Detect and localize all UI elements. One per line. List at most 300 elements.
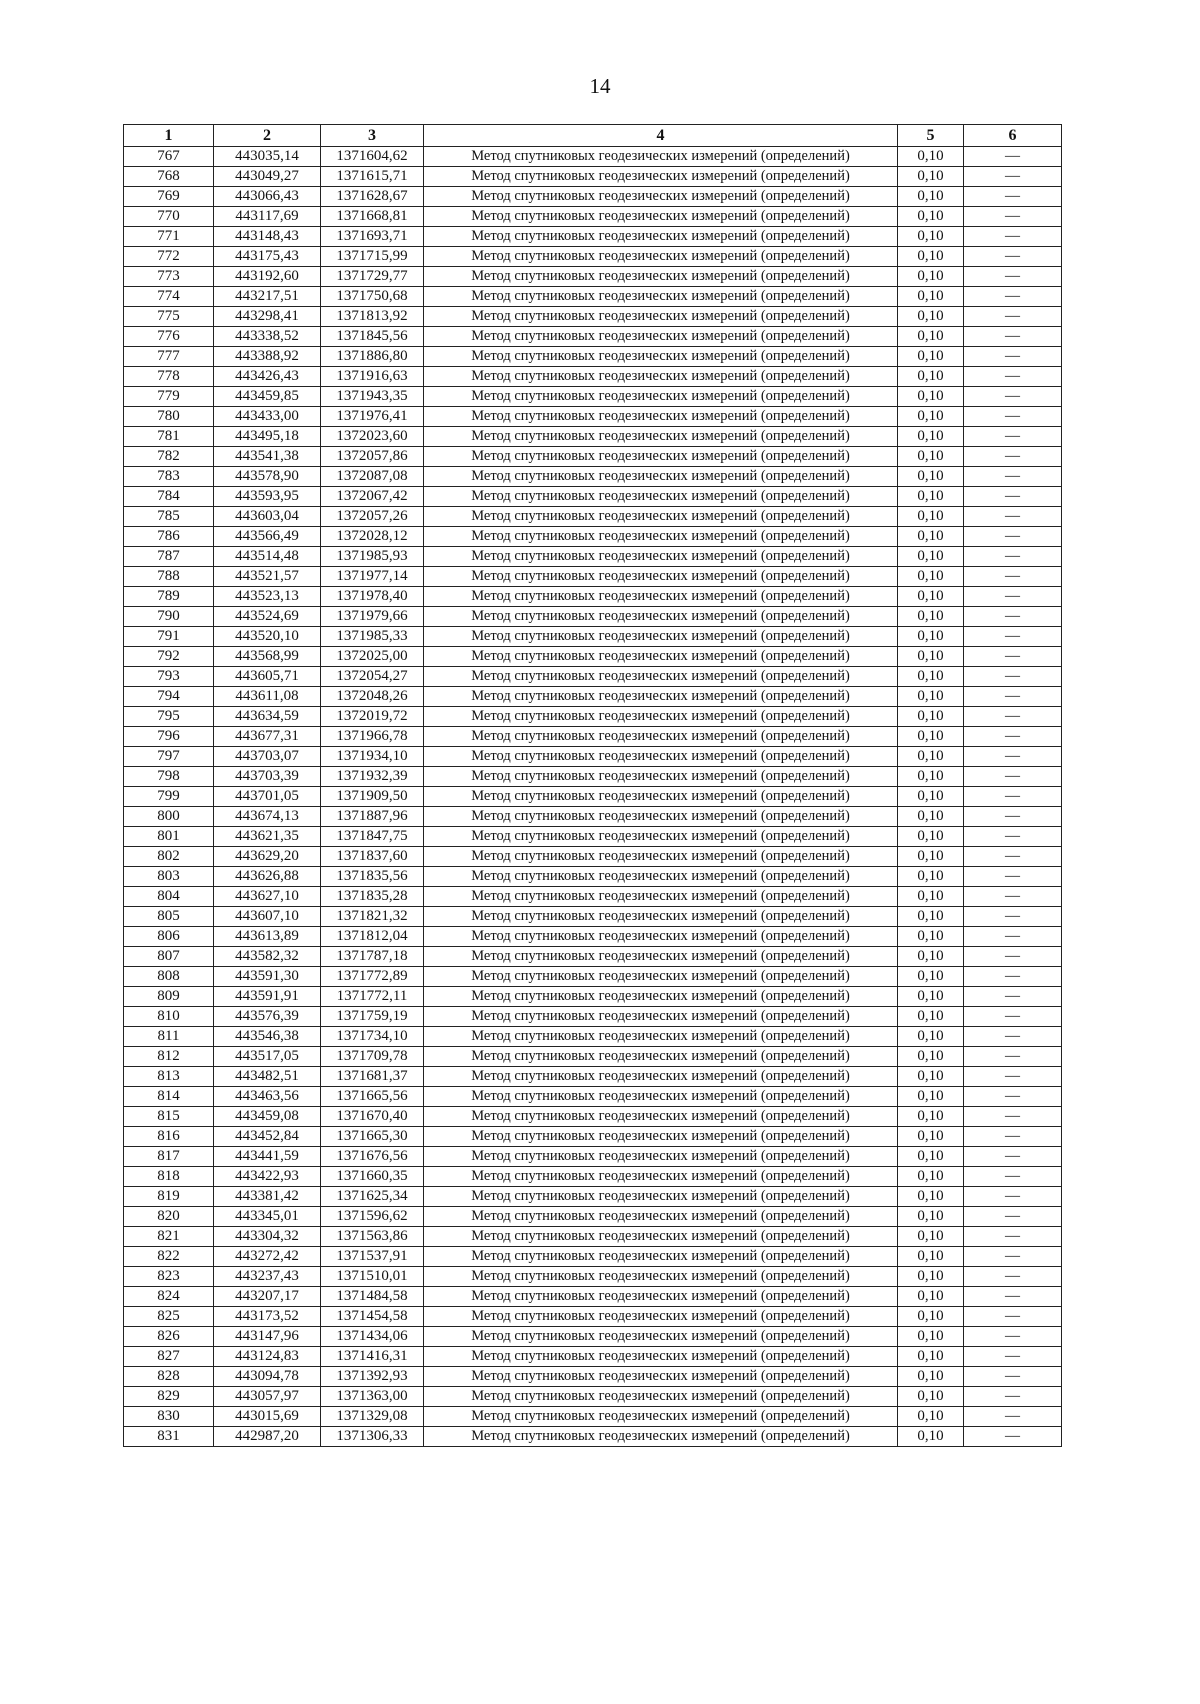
accuracy-cell: 0,10 xyxy=(898,907,964,927)
table-row xyxy=(124,967,1062,987)
table-row xyxy=(124,1107,1062,1127)
y-coordinate: 1371759,19 xyxy=(321,1007,424,1027)
point-number: 808 xyxy=(124,967,214,987)
accuracy-cell: 0,10 xyxy=(898,447,964,467)
accuracy-cell: 0,10 xyxy=(898,207,964,227)
method-cell: Метод спутниковых геодезических измерений (определений) xyxy=(424,647,898,667)
accuracy-cell: 0,10 xyxy=(898,1347,964,1367)
method-cell: Метод спутниковых геодезических измерений (определений) xyxy=(424,227,898,247)
table-row xyxy=(124,487,1062,507)
dash-cell: — xyxy=(964,707,1062,727)
dash-cell: — xyxy=(964,327,1062,347)
accuracy-cell: 0,10 xyxy=(898,607,964,627)
point-number: 768 xyxy=(124,167,214,187)
point-number: 805 xyxy=(124,907,214,927)
x-coordinate: 443541,38 xyxy=(214,447,321,467)
x-coordinate: 443175,43 xyxy=(214,247,321,267)
y-coordinate: 1372025,00 xyxy=(321,647,424,667)
accuracy-cell: 0,10 xyxy=(898,1047,964,1067)
x-coordinate: 443147,96 xyxy=(214,1327,321,1347)
point-number: 789 xyxy=(124,587,214,607)
accuracy-cell: 0,10 xyxy=(898,647,964,667)
dash-cell: — xyxy=(964,407,1062,427)
point-number: 767 xyxy=(124,147,214,167)
point-number: 822 xyxy=(124,1247,214,1267)
x-coordinate: 443388,92 xyxy=(214,347,321,367)
method-cell: Метод спутниковых геодезических измерений (определений) xyxy=(424,387,898,407)
dash-cell: — xyxy=(964,547,1062,567)
method-cell: Метод спутниковых геодезических измерений (определений) xyxy=(424,367,898,387)
table-row xyxy=(124,327,1062,347)
x-coordinate: 443338,52 xyxy=(214,327,321,347)
point-number: 782 xyxy=(124,447,214,467)
x-coordinate: 443607,10 xyxy=(214,907,321,927)
method-cell: Метод спутниковых геодезических измерений (определений) xyxy=(424,187,898,207)
method-cell: Метод спутниковых геодезических измерений (определений) xyxy=(424,1067,898,1087)
table-row xyxy=(124,1207,1062,1227)
table-row xyxy=(124,887,1062,907)
point-number: 776 xyxy=(124,327,214,347)
point-number: 829 xyxy=(124,1387,214,1407)
dash-cell: — xyxy=(964,587,1062,607)
y-coordinate: 1371772,89 xyxy=(321,967,424,987)
method-cell: Метод спутниковых геодезических измерений (определений) xyxy=(424,547,898,567)
accuracy-cell: 0,10 xyxy=(898,787,964,807)
dash-cell: — xyxy=(964,367,1062,387)
table-row xyxy=(124,727,1062,747)
accuracy-cell: 0,10 xyxy=(898,1027,964,1047)
accuracy-cell: 0,10 xyxy=(898,527,964,547)
dash-cell: — xyxy=(964,807,1062,827)
x-coordinate: 443237,43 xyxy=(214,1267,321,1287)
table-row xyxy=(124,467,1062,487)
y-coordinate: 1372067,42 xyxy=(321,487,424,507)
point-number: 780 xyxy=(124,407,214,427)
dash-cell: — xyxy=(964,687,1062,707)
table-row xyxy=(124,847,1062,867)
method-cell: Метод спутниковых геодезических измерений (определений) xyxy=(424,1047,898,1067)
dash-cell: — xyxy=(964,467,1062,487)
dash-cell: — xyxy=(964,1047,1062,1067)
table-row xyxy=(124,767,1062,787)
accuracy-cell: 0,10 xyxy=(898,327,964,347)
accuracy-cell: 0,10 xyxy=(898,567,964,587)
x-coordinate: 443634,59 xyxy=(214,707,321,727)
table-row xyxy=(124,367,1062,387)
method-cell: Метод спутниковых геодезических измерений (определений) xyxy=(424,1187,898,1207)
y-coordinate: 1371985,93 xyxy=(321,547,424,567)
y-coordinate: 1371563,86 xyxy=(321,1227,424,1247)
y-coordinate: 1371734,10 xyxy=(321,1027,424,1047)
x-coordinate: 443094,78 xyxy=(214,1367,321,1387)
y-coordinate: 1371772,11 xyxy=(321,987,424,1007)
point-number: 815 xyxy=(124,1107,214,1127)
dash-cell: — xyxy=(964,1407,1062,1427)
method-cell: Метод спутниковых геодезических измерений (определений) xyxy=(424,327,898,347)
dash-cell: — xyxy=(964,847,1062,867)
point-number: 816 xyxy=(124,1127,214,1147)
table-row xyxy=(124,187,1062,207)
table-row xyxy=(124,387,1062,407)
x-coordinate: 443613,89 xyxy=(214,927,321,947)
x-coordinate: 443298,41 xyxy=(214,307,321,327)
method-cell: Метод спутниковых геодезических измерений (определений) xyxy=(424,667,898,687)
x-coordinate: 443591,91 xyxy=(214,987,321,1007)
dash-cell: — xyxy=(964,767,1062,787)
table-row xyxy=(124,1347,1062,1367)
accuracy-cell: 0,10 xyxy=(898,1427,964,1447)
x-coordinate: 443568,99 xyxy=(214,647,321,667)
table-row xyxy=(124,867,1062,887)
y-coordinate: 1372057,86 xyxy=(321,447,424,467)
method-cell: Метод спутниковых геодезических измерений (определений) xyxy=(424,307,898,327)
accuracy-cell: 0,10 xyxy=(898,307,964,327)
table-row xyxy=(124,287,1062,307)
table-row xyxy=(124,907,1062,927)
accuracy-cell: 0,10 xyxy=(898,967,964,987)
header-col-4: 4 xyxy=(424,125,898,147)
method-cell: Метод спутниковых геодезических измерений (определений) xyxy=(424,967,898,987)
accuracy-cell: 0,10 xyxy=(898,627,964,647)
table-row xyxy=(124,687,1062,707)
table-row xyxy=(124,267,1062,287)
accuracy-cell: 0,10 xyxy=(898,1087,964,1107)
accuracy-cell: 0,10 xyxy=(898,827,964,847)
x-coordinate: 443459,08 xyxy=(214,1107,321,1127)
table-row xyxy=(124,927,1062,947)
method-cell: Метод спутниковых геодезических измерений (определений) xyxy=(424,687,898,707)
method-cell: Метод спутниковых геодезических измерений (определений) xyxy=(424,947,898,967)
method-cell: Метод спутниковых геодезических измерений (определений) xyxy=(424,587,898,607)
dash-cell: — xyxy=(964,747,1062,767)
method-cell: Метод спутниковых геодезических измерений (определений) xyxy=(424,567,898,587)
dash-cell: — xyxy=(964,1207,1062,1227)
point-number: 823 xyxy=(124,1267,214,1287)
y-coordinate: 1372087,08 xyxy=(321,467,424,487)
point-number: 791 xyxy=(124,627,214,647)
x-coordinate: 443426,43 xyxy=(214,367,321,387)
dash-cell: — xyxy=(964,1107,1062,1127)
y-coordinate: 1371596,62 xyxy=(321,1207,424,1227)
point-number: 811 xyxy=(124,1027,214,1047)
point-number: 799 xyxy=(124,787,214,807)
dash-cell: — xyxy=(964,307,1062,327)
point-number: 785 xyxy=(124,507,214,527)
point-number: 774 xyxy=(124,287,214,307)
point-number: 801 xyxy=(124,827,214,847)
accuracy-cell: 0,10 xyxy=(898,1227,964,1247)
x-coordinate: 443345,01 xyxy=(214,1207,321,1227)
dash-cell: — xyxy=(964,427,1062,447)
x-coordinate: 443304,32 xyxy=(214,1227,321,1247)
table-row xyxy=(124,1407,1062,1427)
accuracy-cell: 0,10 xyxy=(898,927,964,947)
dash-cell: — xyxy=(964,1087,1062,1107)
dash-cell: — xyxy=(964,1427,1062,1447)
x-coordinate: 443677,31 xyxy=(214,727,321,747)
dash-cell: — xyxy=(964,147,1062,167)
dash-cell: — xyxy=(964,1027,1062,1047)
y-coordinate: 1372028,12 xyxy=(321,527,424,547)
table-row xyxy=(124,527,1062,547)
dash-cell: — xyxy=(964,507,1062,527)
accuracy-cell: 0,10 xyxy=(898,1407,964,1427)
point-number: 826 xyxy=(124,1327,214,1347)
method-cell: Метод спутниковых геодезических измерений (определений) xyxy=(424,487,898,507)
y-coordinate: 1372057,26 xyxy=(321,507,424,527)
table-row xyxy=(124,347,1062,367)
y-coordinate: 1371787,18 xyxy=(321,947,424,967)
table-row xyxy=(124,447,1062,467)
dash-cell: — xyxy=(964,227,1062,247)
x-coordinate: 443057,97 xyxy=(214,1387,321,1407)
dash-cell: — xyxy=(964,667,1062,687)
method-cell: Метод спутниковых геодезических измерений (определений) xyxy=(424,1107,898,1127)
x-coordinate: 443495,18 xyxy=(214,427,321,447)
table-row xyxy=(124,1287,1062,1307)
x-coordinate: 443381,42 xyxy=(214,1187,321,1207)
method-cell: Метод спутниковых геодезических измерений (определений) xyxy=(424,607,898,627)
x-coordinate: 443452,84 xyxy=(214,1127,321,1147)
point-number: 781 xyxy=(124,427,214,447)
dash-cell: — xyxy=(964,287,1062,307)
y-coordinate: 1371537,91 xyxy=(321,1247,424,1267)
dash-cell: — xyxy=(964,987,1062,1007)
y-coordinate: 1371966,78 xyxy=(321,727,424,747)
y-coordinate: 1371845,56 xyxy=(321,327,424,347)
dash-cell: — xyxy=(964,447,1062,467)
y-coordinate: 1371886,80 xyxy=(321,347,424,367)
method-cell: Метод спутниковых геодезических измерений (определений) xyxy=(424,1007,898,1027)
method-cell: Метод спутниковых геодезических измерений (определений) xyxy=(424,767,898,787)
table-row xyxy=(124,1087,1062,1107)
table-row xyxy=(124,1167,1062,1187)
point-number: 806 xyxy=(124,927,214,947)
table-row xyxy=(124,1047,1062,1067)
accuracy-cell: 0,10 xyxy=(898,587,964,607)
y-coordinate: 1371916,63 xyxy=(321,367,424,387)
y-coordinate: 1371625,34 xyxy=(321,1187,424,1207)
y-coordinate: 1371837,60 xyxy=(321,847,424,867)
y-coordinate: 1371306,33 xyxy=(321,1427,424,1447)
method-cell: Метод спутниковых геодезических измерений (определений) xyxy=(424,1227,898,1247)
x-coordinate: 443603,04 xyxy=(214,507,321,527)
point-number: 827 xyxy=(124,1347,214,1367)
point-number: 818 xyxy=(124,1167,214,1187)
dash-cell: — xyxy=(964,1147,1062,1167)
accuracy-cell: 0,10 xyxy=(898,707,964,727)
y-coordinate: 1371660,35 xyxy=(321,1167,424,1187)
method-cell: Метод спутниковых геодезических измерений (определений) xyxy=(424,1387,898,1407)
dash-cell: — xyxy=(964,387,1062,407)
point-number: 820 xyxy=(124,1207,214,1227)
accuracy-cell: 0,10 xyxy=(898,1307,964,1327)
point-number: 819 xyxy=(124,1187,214,1207)
dash-cell: — xyxy=(964,167,1062,187)
y-coordinate: 1372054,27 xyxy=(321,667,424,687)
method-cell: Метод спутниковых геодезических измерений (определений) xyxy=(424,527,898,547)
table-row xyxy=(124,587,1062,607)
y-coordinate: 1371676,56 xyxy=(321,1147,424,1167)
method-cell: Метод спутниковых геодезических измерений (определений) xyxy=(424,407,898,427)
method-cell: Метод спутниковых геодезических измерений (определений) xyxy=(424,467,898,487)
y-coordinate: 1372048,26 xyxy=(321,687,424,707)
y-coordinate: 1371835,28 xyxy=(321,887,424,907)
point-number: 772 xyxy=(124,247,214,267)
y-coordinate: 1371887,96 xyxy=(321,807,424,827)
point-number: 795 xyxy=(124,707,214,727)
table-row xyxy=(124,947,1062,967)
method-cell: Метод спутниковых геодезических измерений (определений) xyxy=(424,1167,898,1187)
accuracy-cell: 0,10 xyxy=(898,1367,964,1387)
table-row xyxy=(124,827,1062,847)
point-number: 794 xyxy=(124,687,214,707)
point-number: 775 xyxy=(124,307,214,327)
y-coordinate: 1371813,92 xyxy=(321,307,424,327)
method-cell: Метод спутниковых геодезических измерений (определений) xyxy=(424,1287,898,1307)
table-row xyxy=(124,1067,1062,1087)
y-coordinate: 1371835,56 xyxy=(321,867,424,887)
x-coordinate: 443514,48 xyxy=(214,547,321,567)
method-cell: Метод спутниковых геодезических измерений (определений) xyxy=(424,1307,898,1327)
x-coordinate: 443035,14 xyxy=(214,147,321,167)
point-number: 831 xyxy=(124,1427,214,1447)
table-row xyxy=(124,207,1062,227)
point-number: 779 xyxy=(124,387,214,407)
dash-cell: — xyxy=(964,1067,1062,1087)
point-number: 792 xyxy=(124,647,214,667)
header-col-2: 2 xyxy=(214,125,321,147)
accuracy-cell: 0,10 xyxy=(898,547,964,567)
x-coordinate: 443482,51 xyxy=(214,1067,321,1087)
y-coordinate: 1371729,77 xyxy=(321,267,424,287)
y-coordinate: 1371709,78 xyxy=(321,1047,424,1067)
x-coordinate: 443148,43 xyxy=(214,227,321,247)
y-coordinate: 1371484,58 xyxy=(321,1287,424,1307)
point-number: 798 xyxy=(124,767,214,787)
dash-cell: — xyxy=(964,487,1062,507)
accuracy-cell: 0,10 xyxy=(898,847,964,867)
y-coordinate: 1371665,30 xyxy=(321,1127,424,1147)
dash-cell: — xyxy=(964,267,1062,287)
y-coordinate: 1371615,71 xyxy=(321,167,424,187)
accuracy-cell: 0,10 xyxy=(898,887,964,907)
y-coordinate: 1371510,01 xyxy=(321,1267,424,1287)
x-coordinate: 443593,95 xyxy=(214,487,321,507)
dash-cell: — xyxy=(964,347,1062,367)
method-cell: Метод спутниковых геодезических измерений (определений) xyxy=(424,727,898,747)
point-number: 809 xyxy=(124,987,214,1007)
table-row xyxy=(124,1187,1062,1207)
method-cell: Метод спутниковых геодезических измерений (определений) xyxy=(424,287,898,307)
x-coordinate: 443517,05 xyxy=(214,1047,321,1067)
point-number: 817 xyxy=(124,1147,214,1167)
dash-cell: — xyxy=(964,827,1062,847)
y-coordinate: 1372023,60 xyxy=(321,427,424,447)
x-coordinate: 443433,00 xyxy=(214,407,321,427)
x-coordinate: 443124,83 xyxy=(214,1347,321,1367)
accuracy-cell: 0,10 xyxy=(898,1127,964,1147)
accuracy-cell: 0,10 xyxy=(898,387,964,407)
accuracy-cell: 0,10 xyxy=(898,467,964,487)
header-col-3: 3 xyxy=(321,125,424,147)
point-number: 786 xyxy=(124,527,214,547)
x-coordinate: 443576,39 xyxy=(214,1007,321,1027)
dash-cell: — xyxy=(964,1127,1062,1147)
accuracy-cell: 0,10 xyxy=(898,147,964,167)
table-row xyxy=(124,1127,1062,1147)
point-number: 828 xyxy=(124,1367,214,1387)
x-coordinate: 443524,69 xyxy=(214,607,321,627)
table-row xyxy=(124,1247,1062,1267)
accuracy-cell: 0,10 xyxy=(898,1327,964,1347)
accuracy-cell: 0,10 xyxy=(898,487,964,507)
method-cell: Метод спутниковых геодезических измерений (определений) xyxy=(424,1207,898,1227)
point-number: 773 xyxy=(124,267,214,287)
point-number: 807 xyxy=(124,947,214,967)
table-row xyxy=(124,607,1062,627)
y-coordinate: 1371985,33 xyxy=(321,627,424,647)
dash-cell: — xyxy=(964,627,1062,647)
point-number: 777 xyxy=(124,347,214,367)
x-coordinate: 443207,17 xyxy=(214,1287,321,1307)
y-coordinate: 1371416,31 xyxy=(321,1347,424,1367)
x-coordinate: 443546,38 xyxy=(214,1027,321,1047)
table-row xyxy=(124,647,1062,667)
accuracy-cell: 0,10 xyxy=(898,1147,964,1167)
y-coordinate: 1371670,40 xyxy=(321,1107,424,1127)
method-cell: Метод спутниковых геодезических измерений (определений) xyxy=(424,847,898,867)
accuracy-cell: 0,10 xyxy=(898,187,964,207)
y-coordinate: 1371979,66 xyxy=(321,607,424,627)
table-row xyxy=(124,1387,1062,1407)
method-cell: Метод спутниковых геодезических измерений (определений) xyxy=(424,207,898,227)
dash-cell: — xyxy=(964,607,1062,627)
x-coordinate: 443066,43 xyxy=(214,187,321,207)
table-row xyxy=(124,427,1062,447)
accuracy-cell: 0,10 xyxy=(898,747,964,767)
method-cell: Метод спутниковых геодезических измерений (определений) xyxy=(424,787,898,807)
y-coordinate: 1371943,35 xyxy=(321,387,424,407)
table-row xyxy=(124,1227,1062,1247)
x-coordinate: 443591,30 xyxy=(214,967,321,987)
y-coordinate: 1371976,41 xyxy=(321,407,424,427)
method-cell: Метод спутниковых геодезических измерений (определений) xyxy=(424,1347,898,1367)
dash-cell: — xyxy=(964,1287,1062,1307)
y-coordinate: 1372019,72 xyxy=(321,707,424,727)
method-cell: Метод спутниковых геодезических измерений (определений) xyxy=(424,627,898,647)
x-coordinate: 443626,88 xyxy=(214,867,321,887)
point-number: 790 xyxy=(124,607,214,627)
accuracy-cell: 0,10 xyxy=(898,1247,964,1267)
header-col-5: 5 xyxy=(898,125,964,147)
accuracy-cell: 0,10 xyxy=(898,287,964,307)
header-col-1: 1 xyxy=(124,125,214,147)
x-coordinate: 442987,20 xyxy=(214,1427,321,1447)
dash-cell: — xyxy=(964,247,1062,267)
accuracy-cell: 0,10 xyxy=(898,227,964,247)
dash-cell: — xyxy=(964,1267,1062,1287)
accuracy-cell: 0,10 xyxy=(898,1107,964,1127)
point-number: 796 xyxy=(124,727,214,747)
point-number: 802 xyxy=(124,847,214,867)
table-row xyxy=(124,247,1062,267)
point-number: 783 xyxy=(124,467,214,487)
dash-cell: — xyxy=(964,907,1062,927)
point-number: 821 xyxy=(124,1227,214,1247)
accuracy-cell: 0,10 xyxy=(898,1067,964,1087)
y-coordinate: 1371668,81 xyxy=(321,207,424,227)
